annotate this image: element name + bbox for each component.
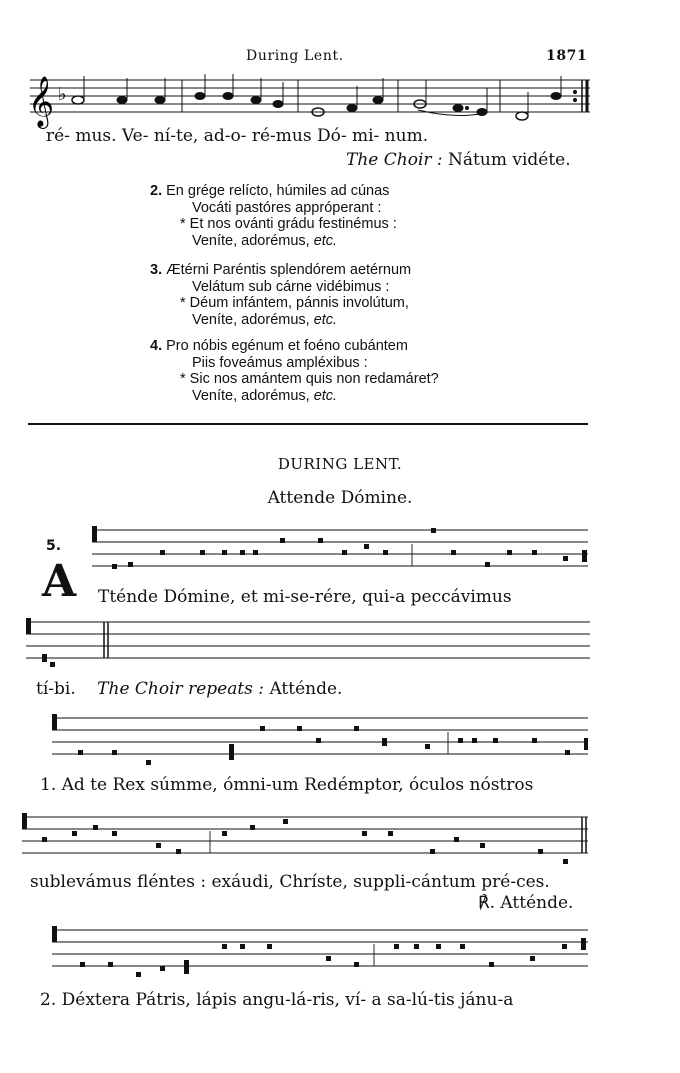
chant-staff-2	[0, 614, 680, 674]
chant-lyric-2a: tí-bi.	[36, 679, 76, 699]
verse-line: * Déum infántem, pánnis involútum,	[180, 295, 409, 311]
verse-line: Veníte, adorémus,	[192, 387, 314, 404]
chant-lyric-1: Tténde Dómine, et mi-se-rére, qui-a peccávimus	[98, 587, 512, 607]
verse-number: 3.	[150, 262, 163, 278]
c-clef-icon	[52, 926, 57, 942]
chant-verse-1a: 1. Ad te Rex súmme, ómni-um Redémptor, óculos nóstros	[40, 775, 534, 795]
chant-lyric-2b: Atténde.	[269, 679, 343, 699]
verse-number: 4.	[150, 338, 163, 354]
verse-line: En grége relícto, húmiles ad cúnas	[166, 183, 390, 199]
section-heading: DURING LENT.	[277, 455, 403, 473]
etc-text: etc.	[313, 232, 338, 249]
chant-verse-1b: sublevámus fléntes : exáudi, Chríste, suppli-cántum pré-ces.	[30, 872, 550, 892]
chant-verse-2: 2. Déxtera Pátris, lápis angu-lá-ris, ví- a sa-lú-tis jánu-a	[40, 990, 514, 1010]
c-clef-icon	[92, 526, 97, 542]
verse-line: Pro nóbis egénum et foéno cubántem	[166, 338, 408, 354]
verse-4	[150, 338, 439, 404]
modern-staff	[0, 70, 680, 130]
chant-staff-5	[0, 920, 680, 980]
section-divider	[28, 423, 588, 425]
verse-line: Ætérni Paréntis splendórem aetérnum	[166, 262, 412, 278]
verse-line: * Et nos ovánti grádu festinémus :	[180, 216, 397, 232]
verse-line: Velátum sub cárne vidébimus :	[192, 278, 390, 295]
choir-text: Nátum vidéte.	[448, 150, 571, 170]
page-number: 1871	[546, 48, 588, 64]
chant-staff-4	[0, 807, 680, 867]
section-subheading: Attende Dómine.	[267, 488, 413, 508]
c-clef-icon	[26, 618, 31, 634]
response-atténde: ℟. Atténde.	[478, 893, 574, 913]
verse-line: Veníte, adorémus,	[192, 311, 314, 328]
treble-clef-icon: 𝄞	[28, 76, 55, 127]
verse-line: Vocáti pastóres appróperant :	[192, 199, 382, 216]
running-title: During Lent.	[246, 48, 344, 64]
svg-text:♭: ♭	[58, 84, 67, 105]
c-clef-icon	[52, 714, 57, 730]
etc-text: etc.	[313, 311, 338, 328]
verse-2	[150, 183, 397, 249]
top-lyric-line: ré- mus. Ve- ní-te, ad-o- ré-mus Dó- mi- num.	[46, 126, 429, 146]
c-clef-icon	[22, 813, 27, 829]
choir-label: The Choir :	[346, 150, 443, 170]
verse-line: Piis foveámus ampléxibus :	[192, 354, 368, 371]
choir-repeats-label: The Choir repeats :	[97, 679, 265, 699]
verse-line: Veníte, adorémus,	[192, 232, 314, 249]
etc-text: etc.	[313, 387, 338, 404]
verse-3	[150, 262, 411, 328]
verse-number: 2.	[150, 183, 163, 199]
chant-staff-1	[0, 520, 680, 580]
chant-staff-3	[0, 708, 680, 768]
drop-cap-initial: A	[42, 556, 77, 607]
verse-line: * Sic nos amántem quis non redamáret?	[180, 371, 439, 387]
chant-number: 5.	[46, 538, 62, 554]
